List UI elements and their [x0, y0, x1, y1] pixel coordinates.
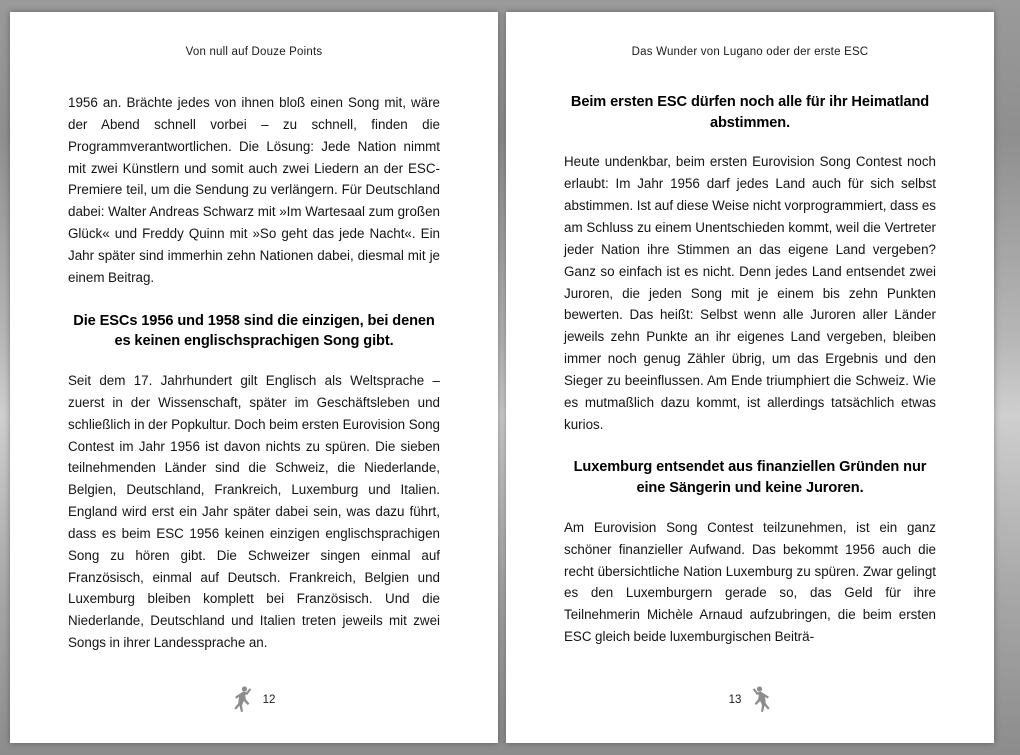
running-head-left: Von null auf Douze Points: [185, 46, 323, 58]
dancer-icon: [751, 685, 771, 715]
book-spread: [10, 12, 1010, 743]
paragraph: Am Eurovision Song Contest teilzunehmen, ist ein ganz schöner finanzieller Aufwand. Das bekommt 1956 auch die recht übersichtliche Nation Luxemburg zu spüren. Zwar gelingt es den Luxemburgern gerade so, das Geld für ihre Teilnehmerin Michèle Arnaud aufzubringen, die beim ersten ESC gleich beide luxemburgischen Beiträ-: [564, 519, 936, 645]
page-right: [506, 12, 994, 743]
page-left: [10, 12, 498, 743]
paragraph: 1956 an. Brächte jedes von ihnen bloß einen Song mit, wäre der Abend schnell vorbei – zu schnell, finden die Programmverantwortlichen. Die Lösung: Jede Nation nimmt mit zwei Künstlern und somit auch zwei Liedern an der ESC-Premiere teil, um die Sendung zu verlängern. Für Deutschland dabei: Walter Andreas Schwarz mit »Im Wartesaal zum großen Glück« und Freddy Quinn mit »So geht das jede Nacht«. Ein Jahr später sind immerhin zehn Nationen dabei, diesmal mit je einem Beitrag.: [68, 95, 440, 285]
subheading: Die ESCs 1956 und 1958 sind die einzigen, bei denen es keinen englischsprachigen Song gibt.: [73, 312, 435, 350]
dancer-icon: [233, 685, 253, 715]
page-number-left: 12: [262, 694, 276, 706]
paragraph: Heute undenkbar, beim ersten Eurovision Song Contest noch erlaubt: Im Jahr 1956 darf jedes Land auch für sich selbst abstimmen. Ist auf diese Weise nicht vorprogrammiert, dass es am Schluss zu einem Unentschieden kommt, weil die Vertreter jeder Nation ihre Stimmen an das eigene Land vergeben? Ganz so einfach ist es nicht. Denn jedes Land entsendet zwei Juroren, die jeden Song mit je einem bis zehn Punkten bewerten. Das heißt: Selbst wenn alle Juroren aller Länder jeweils zehn Punkte an ihr eigenes Land vergeben, bleiben immer noch genug Zähler übrig, um das Ergebnis und den Sieger zu beeinflussen. Am Ende triumphiert die Schweiz. Wie es mutmaßlich dazu kommt, ist allerdings tatsächlich etwas kurios.: [564, 154, 936, 432]
page-number-right: 13: [728, 694, 742, 706]
page-footer-left: [10, 683, 498, 717]
running-head-right: Das Wunder von Lugano oder der erste ESC: [631, 46, 869, 58]
page-right-content: [506, 12, 994, 743]
paragraph: Seit dem 17. Jahrhundert gilt Englisch als Weltsprache – zuerst in der Wissenschaft, später im Geschäftsleben und schließlich in der Popkultur. Doch beim ersten Eurovision Song Contest im Jahr 1956 ist davon nichts zu spüren. Die sieben teilnehmenden Länder sind die Schweiz, die Niederlande, Belgien, Deutschland, Frankreich, Luxemburg und Italien. England wird erst ein Jahr später dabei sein, was dazu führt, dass es beim ESC 1956 keinen einzigen englischsprachigen Song zu hören gibt. Die Schweizer singen einmal auf Französisch, einmal auf Deutsch. Frankreich, Belgien und Luxemburg bleiben komplett bei Französisch. Und die Niederlande, Deutschland und Italien treten jeweils mit zwei Songs in ihrer Landessprache an.: [68, 373, 440, 651]
page-footer-right: [506, 683, 994, 717]
subheading: Luxemburg entsendet aus finanziellen Gründen nur eine Sängerin und keine Juroren.: [573, 459, 927, 497]
page-left-content: [10, 12, 498, 743]
subheading: Beim ersten ESC dürfen noch alle für ihr Heimatland abstimmen.: [570, 94, 930, 131]
